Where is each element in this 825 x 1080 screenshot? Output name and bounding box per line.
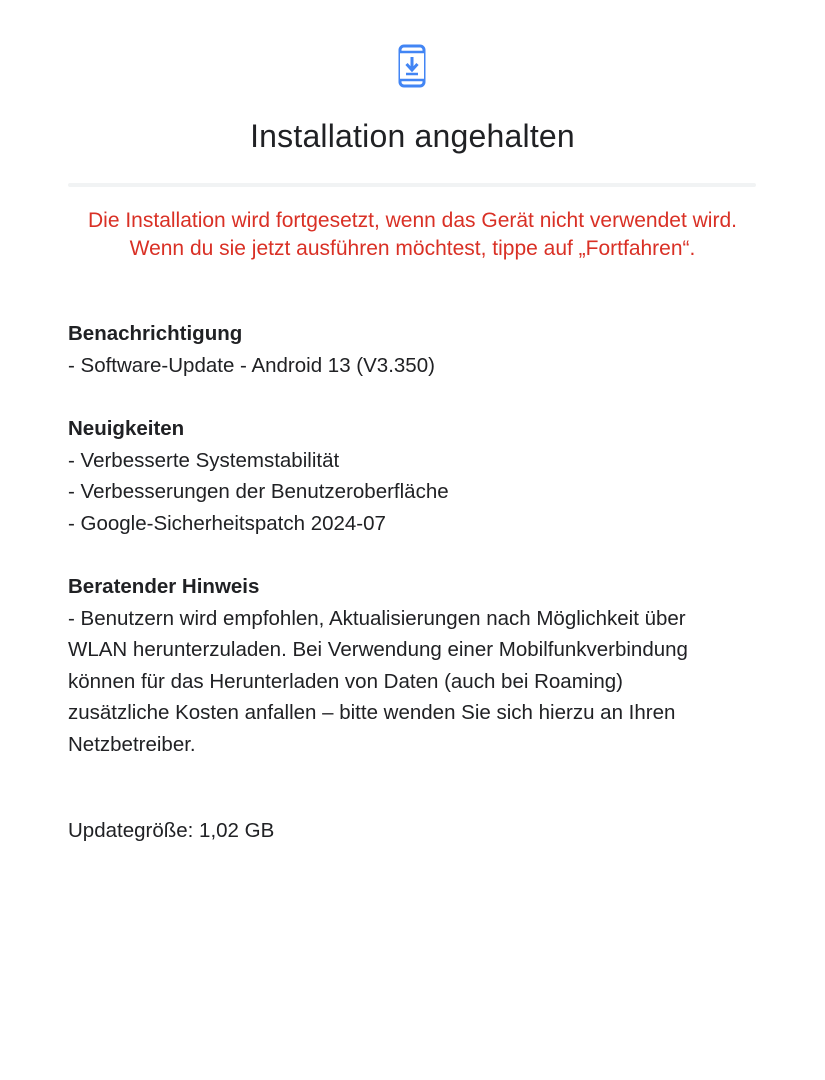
page-title: Installation angehalten <box>250 118 575 154</box>
section-line: - Verbesserungen der Benutzeroberfläche <box>68 480 449 503</box>
section-line: - Software-Update - Android 13 (V3.350) <box>68 353 435 377</box>
phone-download-icon <box>398 44 426 88</box>
section-news <box>68 413 768 539</box>
section-line: - Verbesserte Systemstabilität <box>68 448 340 472</box>
warning-line: Wenn du sie jetzt ausführen möchtest, tippe auf „Fortfahren“. <box>129 237 696 260</box>
section-heading: Neuigkeiten <box>68 417 185 440</box>
header <box>0 0 825 186</box>
warning-line: Die Installation wird fortgesetzt, wenn das Gerät nicht verwendet wird. <box>88 209 737 232</box>
section-heading: Benachrichtigung <box>68 322 243 345</box>
section-line: können für das Herunterladen von Daten (auch bei Roaming) <box>68 669 623 693</box>
section-line: Netzbetreiber. <box>68 732 196 756</box>
section-heading: Beratender Hinweis <box>68 575 260 598</box>
section-line: WLAN herunterzuladen. Bei Verwendung einer Mobilfunkverbindung <box>68 638 688 661</box>
section-advice <box>68 571 768 760</box>
update-size: Updategröße: 1,02 GB <box>68 819 275 842</box>
installation-warning <box>40 207 785 263</box>
update-details <box>68 318 768 792</box>
header-divider <box>68 183 756 187</box>
section-line: - Benutzern wird empfohlen, Aktualisierungen nach Möglichkeit über <box>68 606 686 630</box>
section-line: zusätzliche Kosten anfallen – bitte wenden Sie sich hierzu an Ihren <box>68 701 676 724</box>
section-line: - Google-Sicherheitspatch 2024-07 <box>68 511 386 535</box>
section-notification <box>68 318 768 381</box>
